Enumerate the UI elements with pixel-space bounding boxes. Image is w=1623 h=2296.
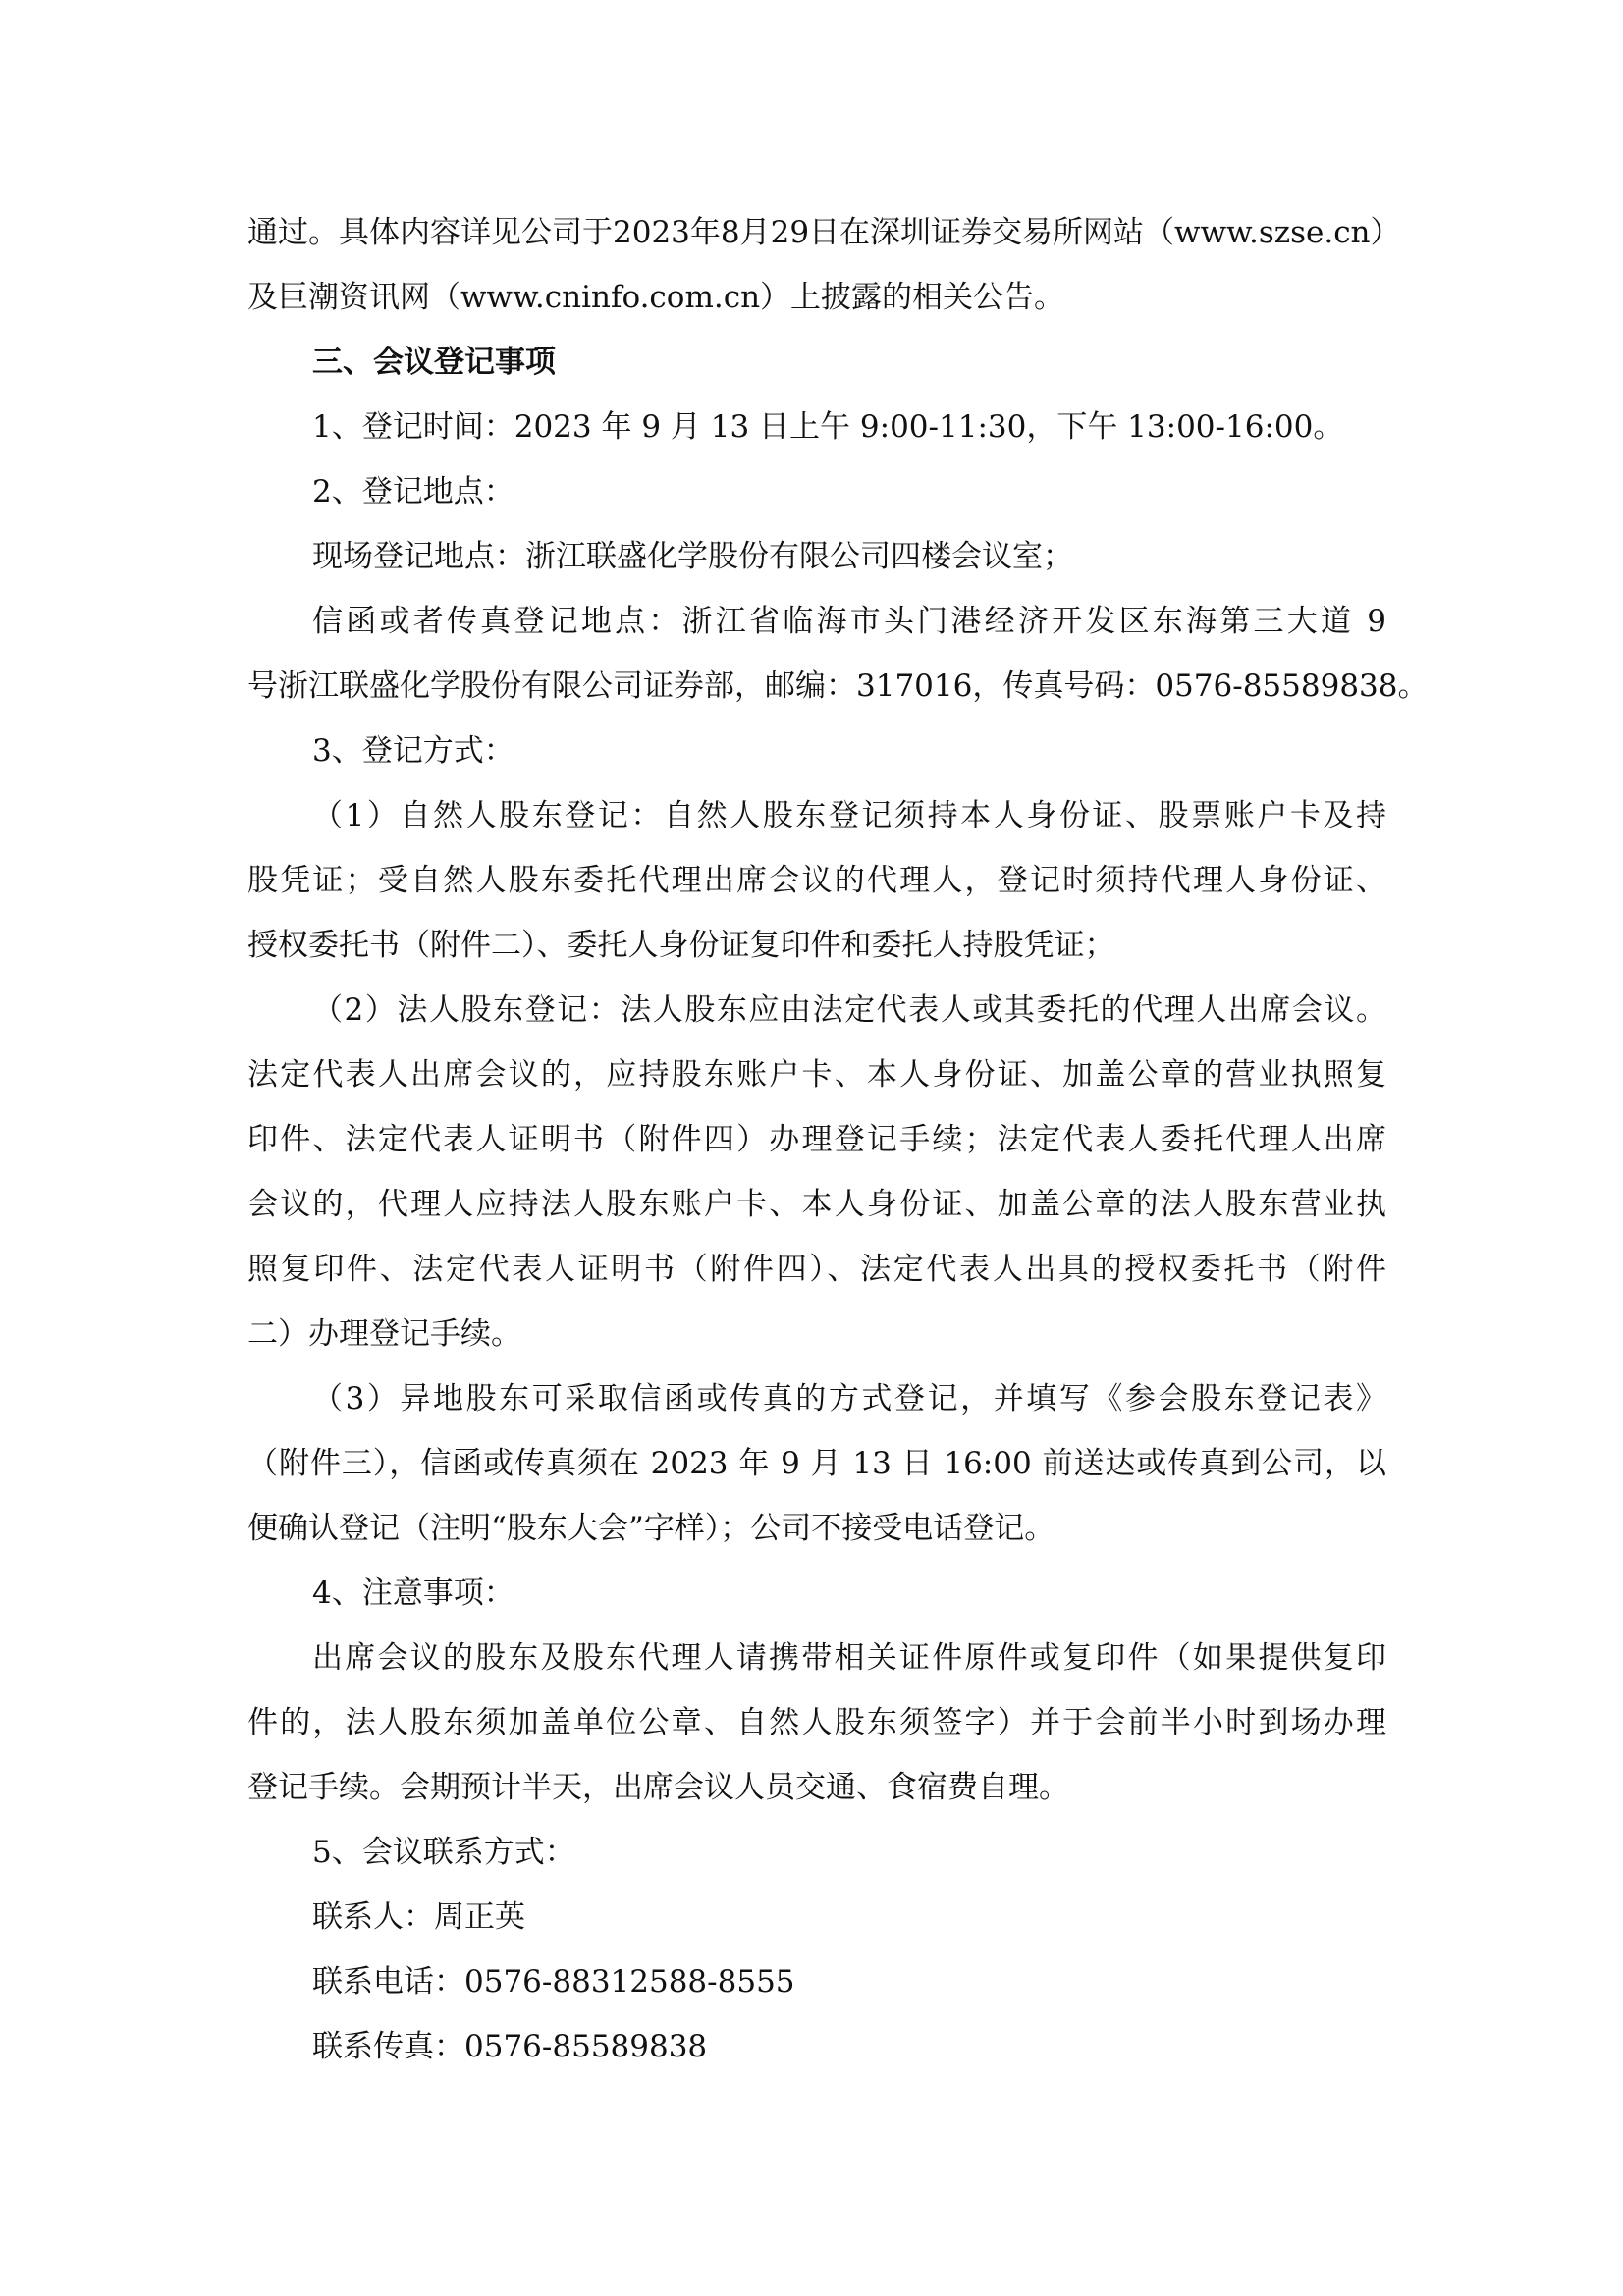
legal-person-registration: （2）法人股东登记：法人股东应由法定代表人或其委托的代理人出席会议。 bbox=[312, 992, 1386, 1028]
body-line: 照复印件、法定代表人证明书（附件四）、法定代表人出具的授权委托书（附件 bbox=[247, 1252, 1386, 1287]
registration-location-heading: 2、登记地点： bbox=[312, 474, 514, 509]
body-line: 通过。具体内容详见公司于2023年8月29日在深圳证券交易所网站（www.szse.cn） bbox=[247, 215, 1401, 250]
onsite-location: 现场登记地点：浙江联盛化学股份有限公司四楼会议室； bbox=[312, 539, 1073, 574]
registration-method-heading: 3、登记方式： bbox=[312, 733, 514, 769]
notes-heading: 4、注意事项： bbox=[312, 1575, 514, 1611]
body-line: 二）办理登记手续。 bbox=[247, 1316, 521, 1352]
body-line: 会议的，代理人应持法人股东账户卡、本人身份证、加盖公章的法人股东营业执 bbox=[247, 1187, 1386, 1222]
body-line: 登记手续。会期预计半天，出席会议人员交通、食宿费自理。 bbox=[247, 1770, 1069, 1805]
document-page bbox=[247, 200, 1429, 2079]
body-line: 股凭证；受自然人股东委托代理出席会议的代理人，登记时须持代理人身份证、 bbox=[247, 863, 1386, 898]
section-heading: 三、会议登记事项 bbox=[312, 345, 556, 380]
body-line: 便确认登记（注明“股东大会”字样）；公司不接受电话登记。 bbox=[247, 1511, 1055, 1546]
remote-registration: （3）异地股东可采取信函或传真的方式登记，并填写《参会股东登记表》 bbox=[312, 1381, 1386, 1416]
contact-fax: 联系传真：0576-85589838 bbox=[312, 2029, 708, 2064]
contact-person: 联系人：周正英 bbox=[312, 1899, 525, 1935]
natural-person-registration: （1）自然人股东登记：自然人股东登记须持本人身份证、股票账户卡及持 bbox=[312, 798, 1386, 833]
mail-fax-location-cont: 号浙江联盛化学股份有限公司证券部，邮编：317016，传真号码：0576-85589838。 bbox=[247, 668, 1429, 704]
contact-phone: 联系电话：0576-88312588-8555 bbox=[312, 1964, 795, 2000]
registration-time: 1、登记时间：2023 年 9 月 13 日上午 9:00-11:30，下午 13:00-16:00。 bbox=[312, 409, 1344, 445]
mail-fax-location: 信函或者传真登记地点：浙江省临海市头门港经济开发区东海第三大道 9 bbox=[312, 604, 1386, 639]
body-line: （附件三），信函或传真须在 2023 年 9 月 13 日 16:00 前送达或传真到公司，以 bbox=[247, 1446, 1386, 1481]
body-line: 件的，法人股东须加盖单位公章、自然人股东须签字）并于会前半小时到场办理 bbox=[247, 1705, 1386, 1740]
notes-body: 出席会议的股东及股东代理人请携带相关证件原件或复印件（如果提供复印 bbox=[312, 1640, 1386, 1676]
body-line: 授权委托书（附件二）、委托人身份证复印件和委托人持股凭证； bbox=[247, 928, 1115, 963]
body-line: 印件、法定代表人证明书（附件四）办理登记手续；法定代表人委托代理人出席 bbox=[247, 1122, 1386, 1157]
body-line: 法定代表人出席会议的，应持股东账户卡、本人身份证、加盖公章的营业执照复 bbox=[247, 1057, 1386, 1093]
contact-heading: 5、会议联系方式： bbox=[312, 1835, 575, 1870]
body-line: 及巨潮资讯网（www.cninfo.com.cn）上披露的相关公告。 bbox=[247, 280, 1065, 315]
